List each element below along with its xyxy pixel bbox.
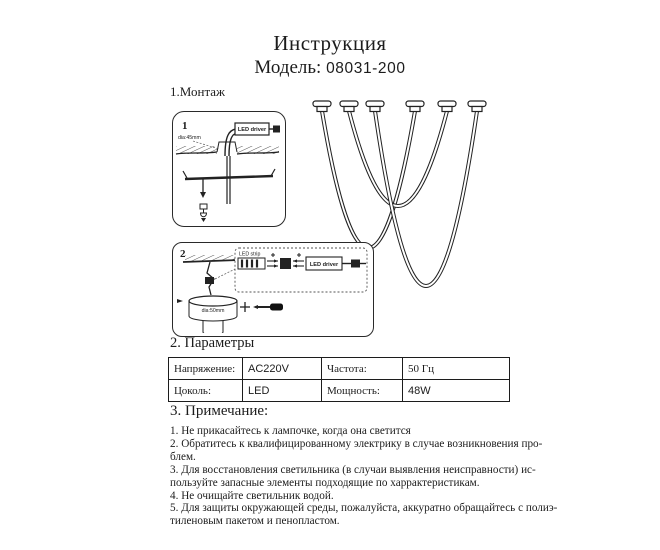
model-line [0,57,660,79]
step2-number: 2 [180,248,186,260]
param-label: Цоколь: [169,380,243,402]
ceiling-canopies [313,101,486,112]
montage-heading: 1.Монтаж [170,84,226,99]
leader-line [215,269,235,279]
step1-number: 1 [182,120,188,132]
table-row [169,358,510,380]
step2-diagram [173,243,370,333]
notes-heading: 3. Примечание: [170,403,269,419]
param-label: Частота: [322,358,403,380]
step1-diagram-box [172,111,286,227]
parameters-table [168,357,510,402]
notes-list [170,425,558,528]
param-label: Напряжение: [169,358,243,380]
model-label: Модель: [254,57,322,78]
led-driver-label: LED driver [309,262,339,268]
screwdriver-icon [240,302,283,312]
led-driver-box [306,257,342,270]
table-row [169,380,510,402]
param-value: 48W [403,380,510,402]
note-line: 2. Обратитесь к квалифицированному электрику в случае возникновения про- [170,437,543,450]
led-strip-label: LED strip [239,251,261,258]
note-line: пользуйте запасные элементы подходящие по харрактеристикам. [170,476,480,489]
pendant-connector-icon [200,204,207,222]
note-line: тиленовым пакетом и пенопластом. [170,515,340,528]
connector-icon [280,258,291,269]
param-label: Мощность: [322,380,403,402]
led-driver-label: LED driver [237,127,267,133]
mounting-bracket-illustration [183,156,275,204]
step2-diagram-box [172,242,374,337]
param-value: 50 Гц [403,358,510,380]
tube-path [375,111,477,286]
note-line: блем. [170,450,196,463]
led-driver-box [235,123,269,135]
wiring-detail-box [235,248,367,292]
model-number: 08031-200 [326,60,406,77]
ceiling-plate-illustration [183,255,239,295]
note-line: 1. Не прикасайтесь к лампочке, когда она светится [170,425,411,437]
lamp-base-illustration [189,296,237,333]
led-strip-icon [238,258,265,269]
ceiling-cutout-illustration [176,142,279,154]
params-heading: 2. Параметры [170,335,255,351]
step1-diagram [173,112,282,223]
screw-icon [200,179,206,198]
note-line: 4. Не очищайте светильник водой. [170,489,334,502]
cable-clamp-icon [205,277,214,284]
page-title: Инструкция [273,31,387,55]
base-diameter-label: dia:50mm [201,308,225,314]
param-value: AC220V [243,358,322,380]
connector-icon [269,126,280,133]
note-line: 5. Для защиты окружающей среды, пожалуйста, аккуратно обращайтесь с полиэ- [170,502,558,515]
tube-path [322,111,415,248]
param-value: LED [243,380,322,402]
hole-diameter-label: dia:45mm [178,135,201,141]
arrow-icon [177,299,183,303]
note-line: 3. Для восстановления светильника (в случаи выявления неисправности) ис- [170,463,536,476]
